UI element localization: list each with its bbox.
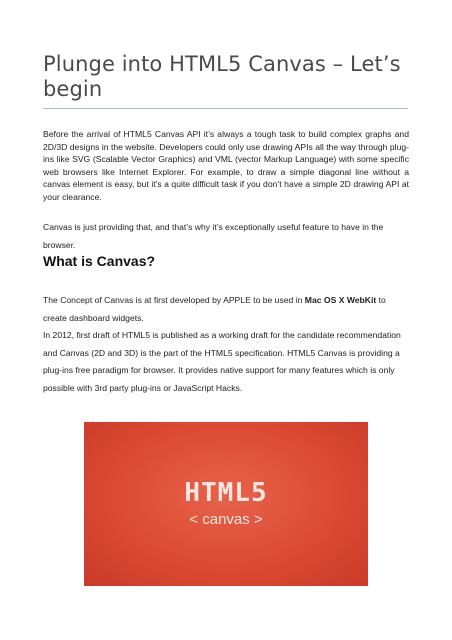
concept-bold-term: Mac OS X WebKit (304, 295, 377, 305)
banner-title: HTML5 (184, 478, 268, 508)
intro-paragraph: Before the arrival of HTML5 Canvas API it’s always a tough task to build complex graphs and 2D/3D designs in the website. Developers could only use drawing APIs all the way through plug-ins like SVG (Scalable Vector Graphics) and VML (vector Markup Language) with some specific web browsers like Internet Explorer. For example, to draw a simple diagonal line without a canvas element is easy, but it’s a quite difficult task if you don’t have a simple 2D drawing API at your clearance. (43, 129, 409, 202)
canvas-note-paragraph: Canvas is just providing that, and that’s why it’s exceptionally useful feature to have in the browser. (43, 222, 384, 250)
concept-block (43, 292, 409, 397)
history-paragraph: In 2012, first draft of HTML5 is published as a working draft for the candidate recommendation and Canvas (2D and 3D) is the part of the HTML5 specification. HTML5 Canvas is providing a plug-ins free paradigm for browser. It provides native support for many features which is only possible with 3rd party plug-ins or JavaScript Hacks. (43, 330, 401, 393)
title-divider (43, 108, 408, 109)
concept-text-before: The Concept of Canvas is at first developed by APPLE to be used in (43, 295, 305, 305)
page-title: Plunge into HTML5 Canvas – Let’s begin (43, 52, 401, 101)
html5-canvas-banner (84, 422, 368, 586)
banner-subtitle: < canvas > (189, 511, 263, 528)
concept-text-after: to create dashboard widgets. (43, 295, 386, 323)
section-heading: What is Canvas? (43, 253, 156, 269)
